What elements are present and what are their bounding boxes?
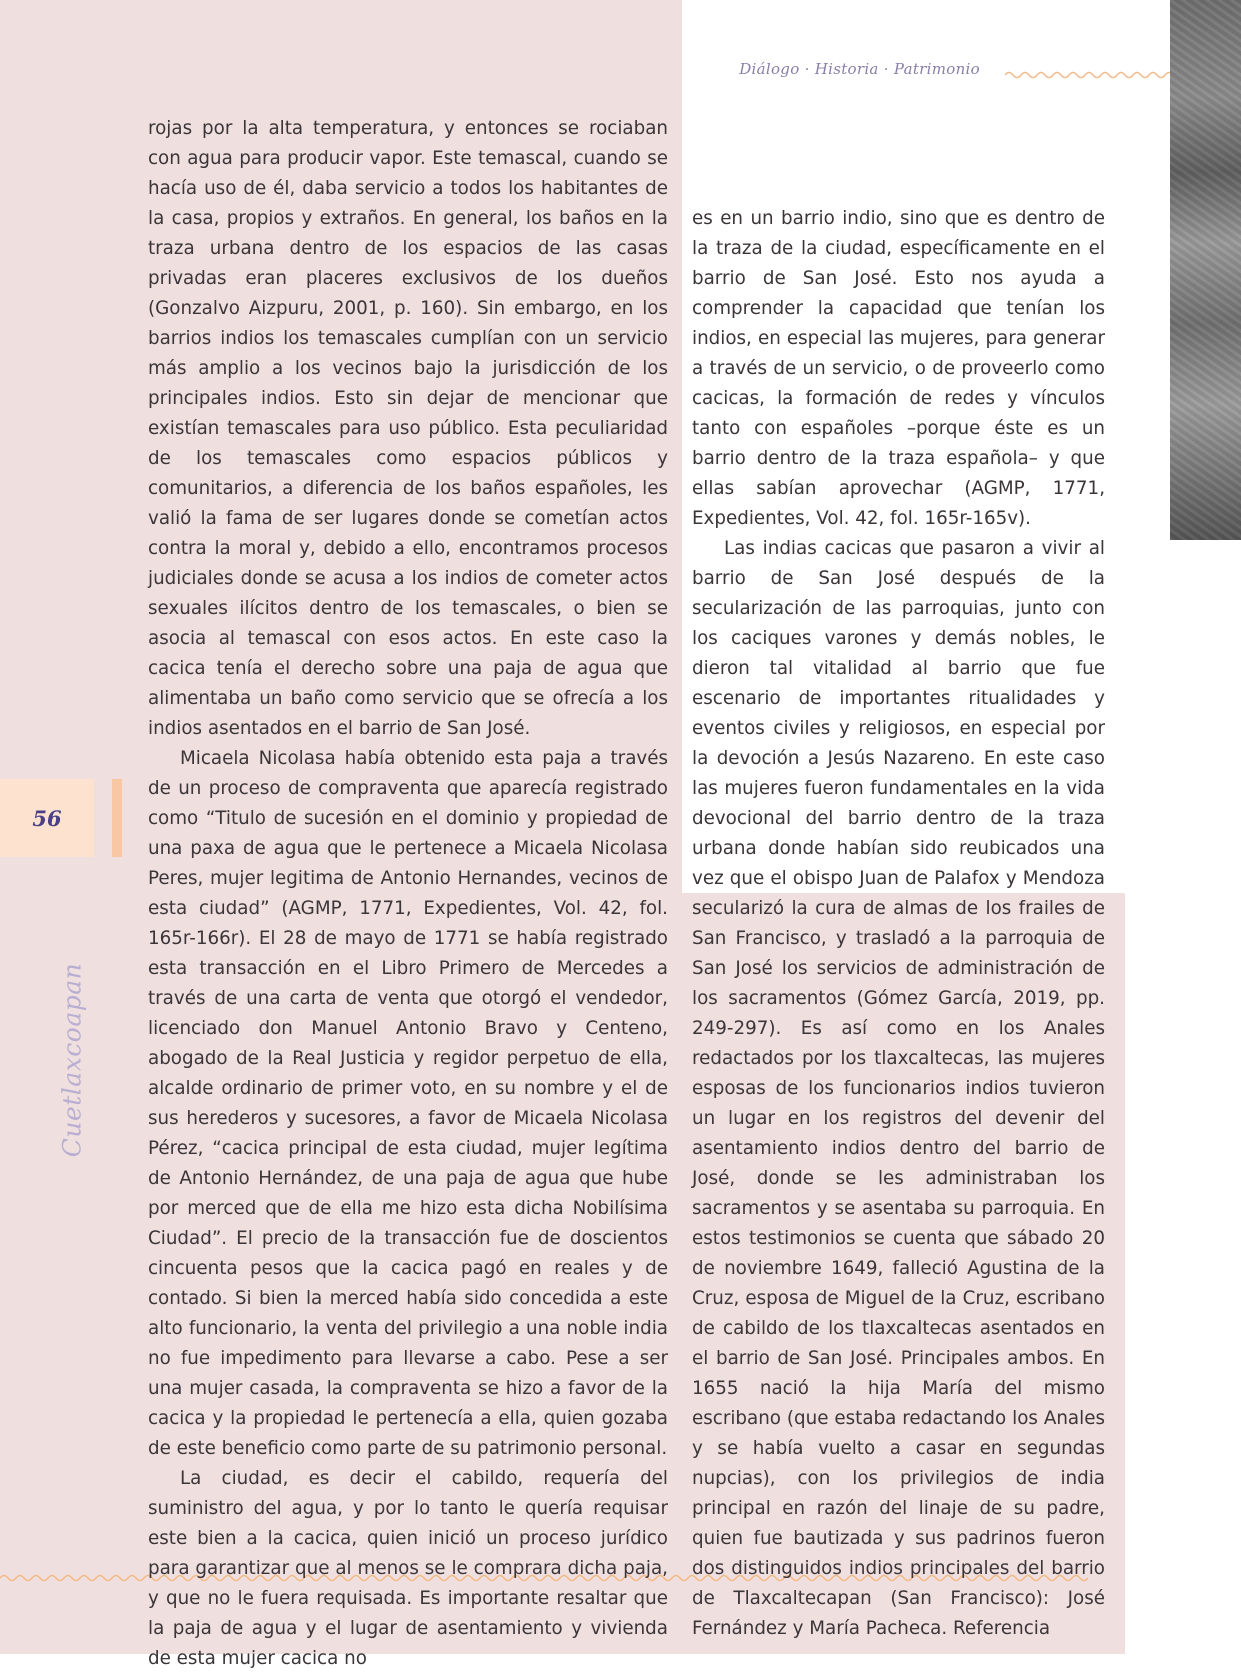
journal-name: Cuetlaxcoapan: [57, 962, 87, 1158]
page-number-box: [0, 779, 94, 857]
paragraph: Las indias cacicas que pasaron a vivir al barrio de San José después de la secularización de las parroquias, junto con los caciques varones y demás nobles, le dieron tal vitalidad al barrio que fue escenario de importantes ritualidades y eventos civiles y religiosos, en especial por la devoción a Jesús Nazareno. En este caso las mujeres fueron fundamentales en la vida devocional del barrio dentro de la traza urbana donde habían sido reubicados una vez que el obispo Juan de Palafox y Mendoza secularizó la cura de almas de los frailes de San Francisco, y trasladó a la parroquia de San José los servicios de administración de los sacramentos (Gómez García, 2019, pp. 249-297). Es así como en los Anales redactados por los tlaxcaltecas, las mujeres esposas de los funcionarios indios tuvieron un lugar en los registros del devenir del asentamiento indios dentro del barrio de José, donde se les administraban los sacramentos y se asentaba su parroquia. En estos testimonios se cuenta que sábado 20 de noviembre 1649, falleció Agustina de la Cruz, esposa de Miguel de la Cruz, escribano de cabildo de los tlaxcaltecas asentados en el barrio de San José. Principales ambos. En 1655 nació la hija María del mismo escribano (que estaba redactando los Anales y se había vuelto a casar en segundas nupcias), con los privilegios de india principal en razón del linaje de su padre, quien fue bautizada y sus padrinos fueron dos distinguidos indios principales del barrio de Tlaxcaltecapan (San Francisco): José Fernández y María Pacheca. Referencia: [692, 538, 1105, 1639]
page-number: 56: [32, 805, 62, 831]
running-head: Diálogo · Historia · Patrimonio: [739, 60, 980, 78]
right-margin: [1125, 540, 1241, 1654]
paragraph: es en un barrio indio, sino que es dentro de la traza de la ciudad, específicamente en el barrio de San José. Esto nos ayuda a comprender la capacidad que tenían los indios, en especial las mujeres, para generar a través de un servicio, o de proveerlo como cacicas, la formación de redes y vínculos tanto con españoles –porque éste es un barrio dentro de la traza española– y que ellas sabían aprovechar (AGMP, 1771, Expedientes, Vol. 42, fol. 165r-165v).: [692, 208, 1105, 529]
paragraph: rojas por la alta temperatura, y entonces se rociaban con agua para producir vapor. Este temascal, cuando se hacía uso de él, daba servicio a todos los habitantes de la casa, propios y extraños. En general, los baños en la traza urbana dentro de los espacios de las casas privadas eran placeres exclusivos de los dueños (Gonzalvo Aizpuru, 2001, p. 160). Sin embargo, en los barrios indios los temascales cumplían con un servicio más amplio a los vecinos bajo la jurisdicción de los principales indios. Esto sin dejar de mencionar que existían temascales para uso público. Esta peculiaridad de los temascales como espacios públicos y comunitarios, a diferencia de los baños españoles, les valió la fama de ser lugares donde se cometían actos contra la moral y, debido a ello, encontramos procesos judiciales donde se acusa a los indios de cometer actos sexuales ilícitos dentro de los temascales, o bien se asocia al temascal con esos actos. En este caso la cacica tenía el derecho sobre una paja de agua que alimentaba un baño como servicio que se ofrecía a los indios asentados en el barrio de San José.: [148, 118, 668, 739]
body-column-right: [692, 204, 1105, 1644]
photo-strip-image: [1170, 0, 1241, 540]
body-column-left: [148, 114, 668, 1674]
header-wave-ornament: [1005, 68, 1170, 82]
paragraph: La ciudad, es decir el cabildo, requería del suministro del agua, y por lo tanto le quería requisar este bien a la cacica, quien inició un proceso jurídico para garantizar que al menos se le comprara dicha paja, y que no le fuera requisada. Es importante resaltar que la paja de agua y el lugar de asentamiento y vivienda de esta mujer cacica no: [148, 1468, 668, 1669]
page-number-accent-bar: [112, 779, 122, 857]
paragraph: Micaela Nicolasa había obtenido esta paja a través de un proceso de compraventa que aparecía registrado como “Titulo de sucesión en el dominio y propiedad de una paxa de agua que le pertenece a Micaela Nicolasa Peres, mujer legitima de Antonio Hernandes, vecinos de esta ciudad” (AGMP, 1771, Expedientes, Vol. 42, fol. 165r-166r). El 28 de mayo de 1771 se había registrado esta transacción en el Libro Primero de Mercedes a través de una carta de venta que otorgó el vendedor, licenciado don Manuel Antonio Bravo y Centeno, abogado de la Real Justicia y regidor perpetuo de ella, alcalde ordinario de primer voto, en su nombre y el de sus herederos y sucesores, a favor de Micaela Nicolasa Pérez, “cacica principal de esta ciudad, mujer legítima de Antonio Hernández, de una paja de agua que hube por merced que de ella me hizo esta dicha Nobilísima Ciudad”. El precio de la transacción fue de doscientos cincuenta pesos que la cacica pagó en reales y de contado. Si bien la merced había sido concedida a este alto funcionario, la venta del privilegio a una noble india no fue impedimento para llevarse a cabo. Pese a ser una mujer casada, la compraventa se hizo a favor de la cacica y la propiedad le pertenecía a ella, quien gozaba de este beneficio como parte de su patrimonio personal.: [148, 748, 668, 1459]
